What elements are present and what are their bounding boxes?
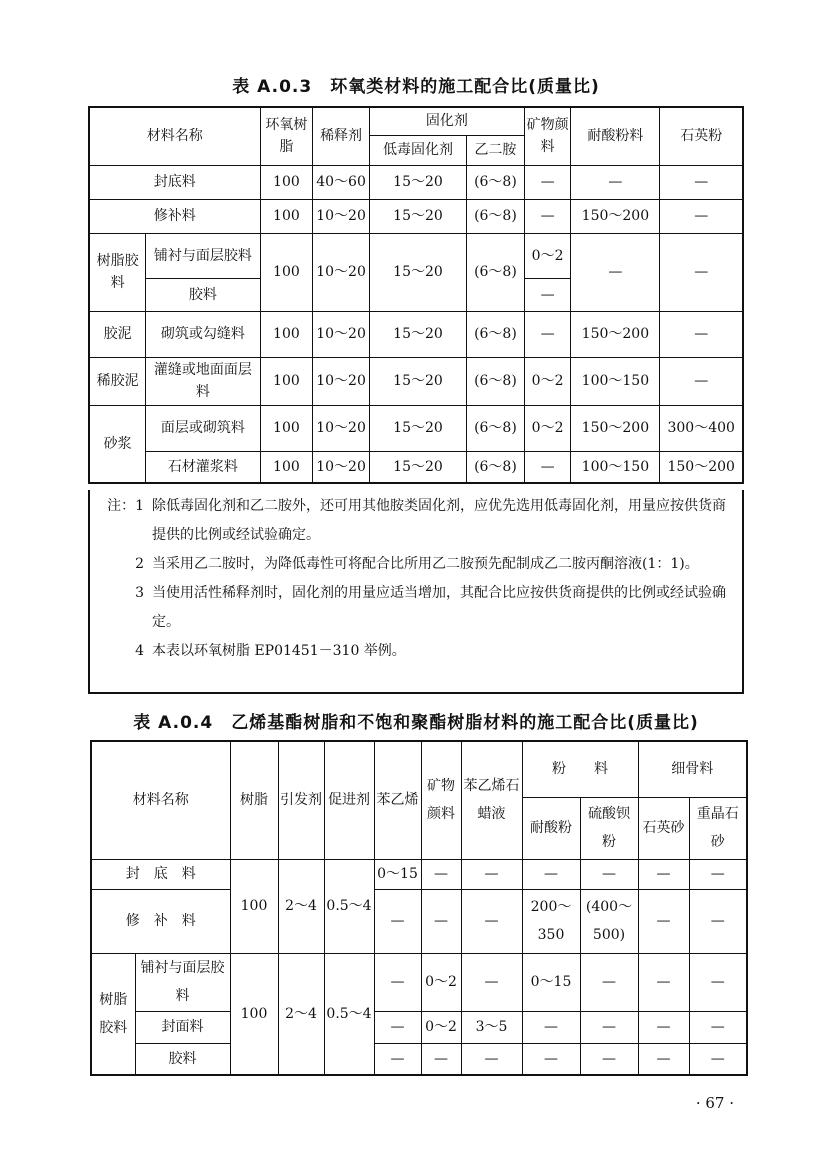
note-text: 除低毒固化剂和乙二胺外，还可用其他胺类固化剂，应优先选用低毒固化剂，用量应按供货商提供的比例或经试验确定。 bbox=[152, 498, 726, 543]
cell: — bbox=[660, 357, 743, 405]
cell: 40～60 bbox=[313, 165, 370, 199]
cell: 10～20 bbox=[313, 357, 370, 405]
cell: — bbox=[524, 199, 571, 233]
cell: 0.5～4 bbox=[324, 953, 374, 1075]
header-acid-powder: 耐酸粉料 bbox=[571, 107, 660, 165]
cell: 150～200 bbox=[571, 199, 660, 233]
note-label: 2 bbox=[135, 556, 144, 572]
cell: — bbox=[660, 311, 743, 357]
header-fine-aggregate: 细骨料 bbox=[638, 741, 747, 797]
cell: — bbox=[689, 889, 747, 953]
cell: — bbox=[461, 953, 522, 1011]
cell: — bbox=[461, 1043, 522, 1075]
group-label: 胶泥 bbox=[89, 311, 146, 357]
note-text: 当使用活性稀释剂时，固化剂的用量应适当增加，其配合比应按供货商提供的比例或经试验确定。 bbox=[152, 585, 726, 630]
table-row bbox=[89, 405, 743, 451]
table-row bbox=[89, 165, 743, 199]
note-2 bbox=[100, 550, 734, 579]
table-row bbox=[89, 451, 743, 483]
cell: 100 bbox=[230, 859, 278, 953]
header-styrene-wax: 苯乙烯石蜡液 bbox=[461, 741, 522, 859]
table-row bbox=[91, 889, 747, 953]
cell: 100 bbox=[260, 199, 313, 233]
cell: 砌筑或勾缝料 bbox=[146, 311, 260, 357]
cell: — bbox=[689, 859, 747, 889]
cell: 铺衬与面层胶料 bbox=[135, 953, 230, 1011]
table-row bbox=[89, 311, 743, 357]
cell: (400～500) bbox=[580, 889, 638, 953]
cell: — bbox=[638, 859, 689, 889]
cell: 100 bbox=[260, 165, 313, 199]
header-barium-powder: 硫酸钡粉 bbox=[580, 797, 638, 859]
cell: — bbox=[524, 165, 571, 199]
cell: 0～2 bbox=[524, 405, 571, 451]
cell: 10～20 bbox=[313, 199, 370, 233]
cell: 10～20 bbox=[313, 405, 370, 451]
cell: 150～200 bbox=[660, 451, 743, 483]
cell: 15～20 bbox=[369, 233, 466, 311]
header-ethylenediamine: 乙二胺 bbox=[467, 135, 525, 165]
cell: 100 bbox=[260, 451, 313, 483]
header-low-toxicity-agent: 低毒固化剂 bbox=[369, 135, 466, 165]
cell: — bbox=[374, 1043, 421, 1075]
cell: 100 bbox=[260, 311, 313, 357]
header-epoxy-resin: 环氧树脂 bbox=[260, 107, 313, 165]
note-3 bbox=[100, 579, 734, 637]
cell: 100～150 bbox=[571, 451, 660, 483]
cell: — bbox=[421, 859, 461, 889]
cell: — bbox=[689, 1011, 747, 1043]
cell: 100 bbox=[260, 405, 313, 451]
note-label: 4 bbox=[135, 643, 144, 659]
cell: 15～20 bbox=[369, 451, 466, 483]
cell: 胶料 bbox=[135, 1043, 230, 1075]
cell: 0～15 bbox=[522, 953, 580, 1011]
header-quartz-powder: 石英粉 bbox=[660, 107, 743, 165]
header-mineral-pigment: 矿物颜料 bbox=[524, 107, 571, 165]
cell: — bbox=[638, 1011, 689, 1043]
cell: 面层或砌筑料 bbox=[146, 405, 260, 451]
cell: 0～15 bbox=[374, 859, 421, 889]
header-mineral-pigment: 矿物颜料 bbox=[421, 741, 461, 859]
cell: — bbox=[660, 199, 743, 233]
cell: — bbox=[660, 165, 743, 199]
cell: (6～8) bbox=[467, 451, 525, 483]
cell: (6～8) bbox=[467, 357, 525, 405]
cell: — bbox=[524, 278, 571, 311]
table-a04 bbox=[90, 740, 748, 1076]
cell: 100～150 bbox=[571, 357, 660, 405]
header-acid-powder: 耐酸粉 bbox=[522, 797, 580, 859]
table-a03-caption: 表 A.0.3 环氧类材料的施工配合比(质量比) bbox=[232, 77, 600, 97]
cell: 3～5 bbox=[461, 1011, 522, 1043]
cell: 石材灌浆料 bbox=[146, 451, 260, 483]
group-label: 砂浆 bbox=[89, 405, 146, 483]
note-label: 注：1 bbox=[107, 498, 144, 514]
cell: — bbox=[689, 953, 747, 1011]
cell: 封 底 料 bbox=[91, 859, 230, 889]
table-row bbox=[91, 859, 747, 889]
cell: — bbox=[524, 451, 571, 483]
header-diluent: 稀释剂 bbox=[313, 107, 370, 165]
header-accelerator: 促进剂 bbox=[324, 741, 374, 859]
cell: — bbox=[522, 1043, 580, 1075]
note-text: 当采用乙二胺时，为降低毒性可将配合比所用乙二胺预先配制成乙二胺丙酮溶液(1：1)。 bbox=[152, 556, 699, 572]
cell: — bbox=[580, 1011, 638, 1043]
table-row bbox=[91, 1043, 747, 1075]
table-a03-notes bbox=[88, 490, 744, 694]
cell: 200～350 bbox=[522, 889, 580, 953]
cell: — bbox=[571, 233, 660, 311]
cell: 2～4 bbox=[278, 859, 324, 953]
cell: 15～20 bbox=[369, 405, 466, 451]
cell: 0～2 bbox=[524, 357, 571, 405]
table-row bbox=[89, 233, 743, 278]
cell: 100 bbox=[260, 357, 313, 405]
cell: 15～20 bbox=[369, 357, 466, 405]
cell: — bbox=[522, 1011, 580, 1043]
note-1 bbox=[100, 492, 734, 550]
cell: 10～20 bbox=[313, 451, 370, 483]
cell: (6～8) bbox=[467, 165, 525, 199]
note-text: 本表以环氧树脂 EP01451－310 举例。 bbox=[152, 643, 406, 659]
cell: 修 补 料 bbox=[91, 889, 230, 953]
table-a04-caption: 表 A.0.4 乙烯基酯树脂和不饱和聚酯树脂材料的施工配合比(质量比) bbox=[133, 713, 699, 733]
group-label: 树脂胶料 bbox=[89, 233, 146, 311]
note-4 bbox=[100, 637, 734, 666]
table-a03 bbox=[88, 106, 744, 484]
header-resin: 树脂 bbox=[230, 741, 278, 859]
cell: 2～4 bbox=[278, 953, 324, 1075]
cell: 0.5～4 bbox=[324, 859, 374, 953]
table-row bbox=[89, 357, 743, 405]
cell: — bbox=[638, 889, 689, 953]
cell: — bbox=[660, 233, 743, 311]
cell: (6～8) bbox=[467, 233, 525, 311]
cell: — bbox=[638, 953, 689, 1011]
cell: — bbox=[421, 889, 461, 953]
cell: 100 bbox=[260, 233, 313, 311]
cell: — bbox=[580, 859, 638, 889]
cell: 10～20 bbox=[313, 311, 370, 357]
cell: — bbox=[580, 953, 638, 1011]
cell: (6～8) bbox=[467, 199, 525, 233]
group-label: 树脂胶料 bbox=[91, 953, 135, 1075]
cell: 0～2 bbox=[524, 233, 571, 278]
cell: 15～20 bbox=[369, 199, 466, 233]
cell: 15～20 bbox=[369, 165, 466, 199]
cell: 0～2 bbox=[421, 1011, 461, 1043]
cell: — bbox=[461, 889, 522, 953]
cell: 铺衬与面层胶料 bbox=[146, 233, 260, 278]
cell: 胶料 bbox=[146, 278, 260, 311]
note-label: 3 bbox=[135, 585, 144, 601]
cell: 300～400 bbox=[660, 405, 743, 451]
table-row bbox=[89, 199, 743, 233]
header-quartz-sand: 石英砂 bbox=[638, 797, 689, 859]
cell: 灌缝或地面面层料 bbox=[146, 357, 260, 405]
header-curing-agent: 固化剂 bbox=[369, 107, 524, 135]
header-styrene: 苯乙烯 bbox=[374, 741, 421, 859]
cell: 封底料 bbox=[89, 165, 260, 199]
cell: 0～2 bbox=[421, 953, 461, 1011]
cell: — bbox=[524, 311, 571, 357]
header-powder: 粉 料 bbox=[522, 741, 638, 797]
cell: 封面料 bbox=[135, 1011, 230, 1043]
cell: — bbox=[571, 165, 660, 199]
cell: 150～200 bbox=[571, 311, 660, 357]
group-label: 稀胶泥 bbox=[89, 357, 146, 405]
table-row bbox=[91, 953, 747, 1011]
cell: — bbox=[461, 859, 522, 889]
header-initiator: 引发剂 bbox=[278, 741, 324, 859]
cell: — bbox=[580, 1043, 638, 1075]
cell: — bbox=[638, 1043, 689, 1075]
cell: 150～200 bbox=[571, 405, 660, 451]
cell: (6～8) bbox=[467, 405, 525, 451]
cell: 15～20 bbox=[369, 311, 466, 357]
cell: — bbox=[374, 1011, 421, 1043]
header-material-name: 材料名称 bbox=[91, 741, 230, 859]
cell: 10～20 bbox=[313, 233, 370, 311]
cell: — bbox=[374, 889, 421, 953]
cell: 100 bbox=[230, 953, 278, 1075]
page-number: · 67 · bbox=[695, 1094, 734, 1112]
cell: 修补料 bbox=[89, 199, 260, 233]
cell: — bbox=[522, 859, 580, 889]
cell: — bbox=[374, 953, 421, 1011]
cell: (6～8) bbox=[467, 311, 525, 357]
header-barite-sand: 重晶石砂 bbox=[689, 797, 747, 859]
table-row bbox=[91, 1011, 747, 1043]
cell: — bbox=[421, 1043, 461, 1075]
header-material-name: 材料名称 bbox=[89, 107, 260, 165]
cell: — bbox=[689, 1043, 747, 1075]
